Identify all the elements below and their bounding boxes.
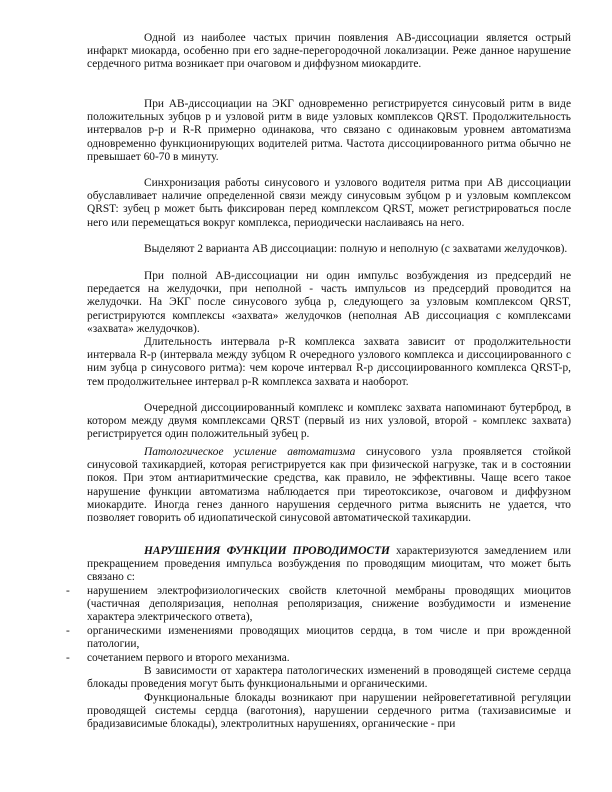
- list-item-text: нарушением электрофизиологических свойств клеточной мембраны проводящих миоцитов (частичная деполяризация, неполная реполяризация, снижение возбудимости и изменение характера электрического ответа),: [87, 585, 571, 624]
- section-paragraph: [87, 545, 571, 585]
- list-item: [66, 585, 571, 625]
- paragraph: При АВ-диссоциации на ЭКГ одновременно регистрируется синусовый ритм в виде положительных зубцов р и узловой ритм в виде узловых комплексов QRST. Продолжительность интервалов р-р и R-R примерно одинакова, что связано с одинаковым уровнем автоматизма одновременно функционирующих водителей ритма. Частота диссоциированного ритма обычно не превышает 60-70 в минуту.: [87, 98, 571, 163]
- paragraph-text: характеризуются замедлением или прекращением проведения импульса возбуждения по проводящим миоцитам, что может быть связано с:: [87, 545, 571, 584]
- paragraph: При полной АВ-диссоциации ни один импульс возбуждения из предсердий не передается на желудочки, при неполной - часть импульсов из предсердий проводится на желудочки. На ЭКГ после синусового зубца р, следующего за узловым комплексом QRST, регистрируются комплексы «захвата» желудочков (неполная АВ диссоциация с комплексами «захвата» желудочков).: [87, 270, 571, 335]
- paragraph: Выделяют 2 варианта АВ диссоциации: полную и неполную (с захватами желудочков).: [144, 243, 568, 255]
- list-item: [66, 652, 571, 665]
- paragraph: Одной из наиболее частых причин появления АВ-диссоциации является острый инфаркт миокарда, особенно при его задне-перегородочной локализации. Реже данное нарушение сердечного ритма возникает при очаговом и диффузном миокардите.: [87, 32, 571, 71]
- list-marker: -: [66, 585, 70, 597]
- paragraph: [87, 402, 571, 442]
- list-item: [66, 625, 571, 651]
- paragraph: Функциональные блокады возникают при нарушении нейровегетативной регуляции проводящей системы сердца (ваготония), нарушении сердечного ритма (тахизависимые и брадизависимые блокады), электролитных нарушениях, органические - при: [87, 692, 571, 731]
- paragraph: В зависимости от характера патологических изменений в проводящей системе сердца блокады проведения могут быть функциональными и органическими.: [87, 665, 571, 691]
- list-marker: -: [66, 652, 70, 664]
- list-item-text: сочетанием первого и второго механизма.: [87, 652, 290, 664]
- paragraph-text: синусового узла проявляется стойкой синусовой тахикардией, которая регистрируется как при физической нагрузке, так и в состоянии покоя. При этом антиаритмические средства, как правило, не эффективны. Чаще всего такое нарушение функции автоматизма наблюдается при тиреотоксикозе, очаговом и диффузном миокардите. Иногда генез данного нарушения сердечного ритма выяснить не удается, что позволяет говорить об идиопатической синусовой автоматической тахикардии.: [87, 446, 571, 525]
- paragraph-text: Очередной диссоциированный комплекс и комплекс захвата напоминают бутерброд, в котором между двумя комплексами QRST (первый из них узловой, второй - комплекс захвата) регистрируется один положительный зубец р.: [87, 402, 571, 441]
- paragraph: Синхронизация работы синусового и узлового водителя ритма при АВ диссоциации обуславливает наличие определенной связи между синусовым зубцом р и узловым комплексом QRST: зубец р может быть фиксирован перед комплексом QRST, может регистрироваться после него или перемещаться вокруг комплекса, периодически наслаиваясь на него.: [87, 177, 571, 229]
- paragraph: [87, 446, 571, 525]
- paragraph: Длительность интервала р-R комплекса захвата зависит от продолжительности интервала R-р (интервала между зубцом R очередного узлового комплекса и диссоциированного с ним зубца р синусового ритма): чем короче интервал R-р диссоциированного комплекса QRST-р, тем продолжительнее интервал р-R комплекса захвата и наоборот.: [87, 336, 571, 388]
- list-item-text: органическими изменениями проводящих миоцитов сердца, в том числе и при врожденной патологии,: [87, 625, 571, 651]
- list-marker: -: [66, 625, 70, 637]
- section-heading: НАРУШЕНИЯ ФУНКЦИИ ПРОВОДИМОСТИ: [144, 545, 390, 557]
- italic-term: Патологическое усиление автоматизма: [144, 446, 356, 458]
